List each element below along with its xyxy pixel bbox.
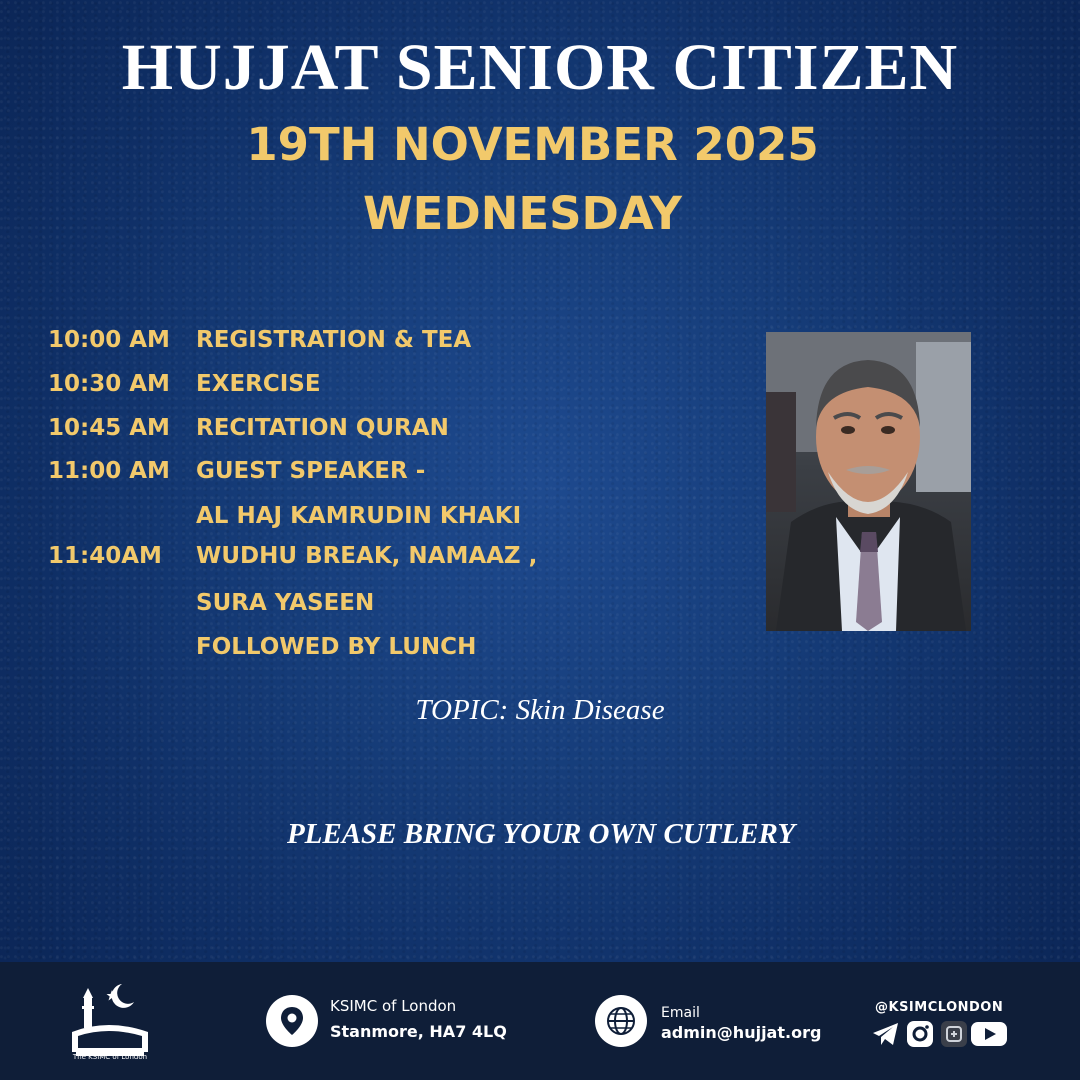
schedule-activity: SURA YASEEN: [196, 590, 375, 616]
schedule-time: 10:30 AM: [48, 371, 170, 397]
speaker-photo: [766, 332, 971, 631]
email-address[interactable]: admin@hujjat.org: [661, 1023, 822, 1042]
poster-title: HUJJAT SENIOR CITIZEN: [121, 31, 959, 104]
instagram-icon[interactable]: [905, 1019, 935, 1049]
event-weekday: WEDNESDAY: [363, 187, 682, 240]
globe-icon: [595, 995, 647, 1047]
schedule-activity: REGISTRATION & TEA: [196, 327, 472, 353]
speaker-name: AL HAJ KAMRUDIN KHAKI: [196, 503, 522, 529]
schedule-time: 11:40AM: [48, 543, 162, 569]
footer-bar: [0, 962, 1080, 1080]
threads-icon[interactable]: [939, 1019, 969, 1049]
ksimc-logo: [68, 980, 152, 1076]
schedule-activity: WUDHU BREAK, NAMAAZ ,: [196, 543, 538, 569]
schedule-time: 11:00 AM: [48, 458, 170, 484]
social-handle[interactable]: @KSIMCLONDON: [875, 1000, 1004, 1015]
email-label: Email: [661, 1005, 700, 1021]
topic-text: TOPIC: Skin Disease: [415, 694, 665, 726]
youtube-icon[interactable]: [970, 1019, 1008, 1049]
telegram-icon[interactable]: [871, 1019, 901, 1049]
schedule-activity: FOLLOWED BY LUNCH: [196, 634, 477, 660]
schedule-activity: GUEST SPEAKER -: [196, 458, 426, 484]
location-address: Stanmore, HA7 4LQ: [330, 1022, 507, 1041]
schedule-activity: RECITATION QURAN: [196, 415, 449, 441]
logo-caption: The KSIMC of London: [72, 1053, 148, 1061]
event-date: 19TH NOVEMBER 2025: [246, 118, 819, 171]
cutlery-notice: PLEASE BRING YOUR OWN CUTLERY: [286, 818, 796, 850]
schedule-activity: EXERCISE: [196, 371, 321, 397]
schedule-time: 10:00 AM: [48, 327, 170, 353]
schedule-time: 10:45 AM: [48, 415, 170, 441]
location-name: KSIMC of London: [330, 997, 457, 1015]
location-pin-icon: [266, 995, 318, 1047]
